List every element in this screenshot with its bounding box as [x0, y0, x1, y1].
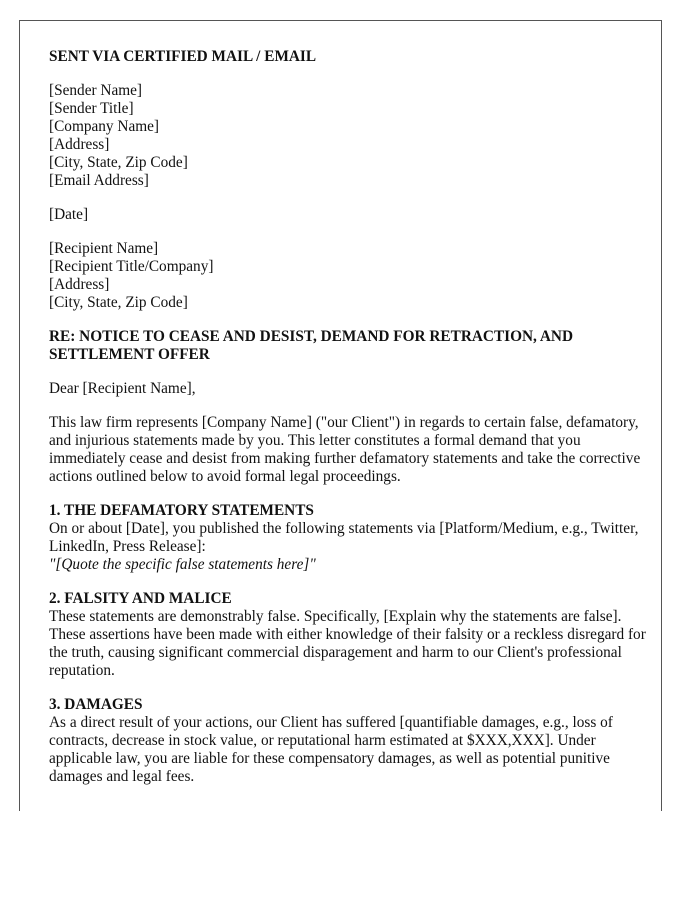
recipient-name: [Recipient Name]	[49, 240, 159, 257]
letter-date: [Date]	[49, 206, 89, 223]
section-damages	[49, 696, 647, 786]
subject-line-2: SETTLEMENT OFFER	[49, 346, 210, 363]
sender-name: [Sender Name]	[49, 82, 143, 99]
delivery-method: SENT VIA CERTIFIED MAIL / EMAIL	[49, 48, 317, 65]
section-heading: 2. FALSITY AND MALICE	[49, 590, 232, 607]
section-body: As a direct result of your actions, our Client has suffered [quantifiable damages, e.g., loss of contracts, decrease in stock value, or reputational harm estimated at $XXX,XXX]. Under applicable law, you are liable for these compensatory damages, as well as potential punitive damages and legal fees.	[49, 714, 613, 785]
intro-paragraph: This law firm represents [Company Name] ("our Client") in regards to certain false, defamatory, and injurious statements made by you. This letter constitutes a formal demand that you immediately cease and desist from making further defamatory statements and take the corrective actions outlined below to avoid formal legal proceedings.	[49, 414, 641, 485]
subject-line	[49, 328, 647, 364]
quoted-statement: "[Quote the specific false statements here]"	[49, 556, 316, 573]
sender-address: [Address]	[49, 136, 110, 153]
subject-line-1: RE: NOTICE TO CEASE AND DESIST, DEMAND FOR RETRACTION, AND	[49, 328, 574, 345]
recipient-address: [Address]	[49, 276, 110, 293]
section-falsity-malice	[49, 590, 647, 680]
section-defamatory-statements	[49, 502, 647, 574]
recipient-city-state-zip: [City, State, Zip Code]	[49, 294, 188, 311]
salutation: Dear [Recipient Name],	[49, 380, 196, 397]
section-heading: 3. DAMAGES	[49, 696, 143, 713]
section-body: These statements are demonstrably false. Specifically, [Explain why the statements are false]. These assertions have been made with either knowledge of their falsity or a reckless disregard for the truth, causing significant commercial disparagement and harm to our Client's professional reputation.	[49, 608, 646, 679]
section-heading: 1. THE DEFAMATORY STATEMENTS	[49, 502, 314, 519]
section-body: On or about [Date], you published the following statements via [Platform/Medium, e.g., Twitter, LinkedIn, Press Release]:	[49, 520, 639, 555]
sender-email: [Email Address]	[49, 172, 149, 189]
recipient-block	[49, 240, 647, 312]
sender-block	[49, 82, 647, 190]
sender-city-state-zip: [City, State, Zip Code]	[49, 154, 188, 171]
sender-title: [Sender Title]	[49, 100, 134, 117]
letter-content	[49, 48, 647, 786]
letter-page	[19, 20, 662, 811]
sender-company: [Company Name]	[49, 118, 160, 135]
recipient-title-company: [Recipient Title/Company]	[49, 258, 214, 275]
